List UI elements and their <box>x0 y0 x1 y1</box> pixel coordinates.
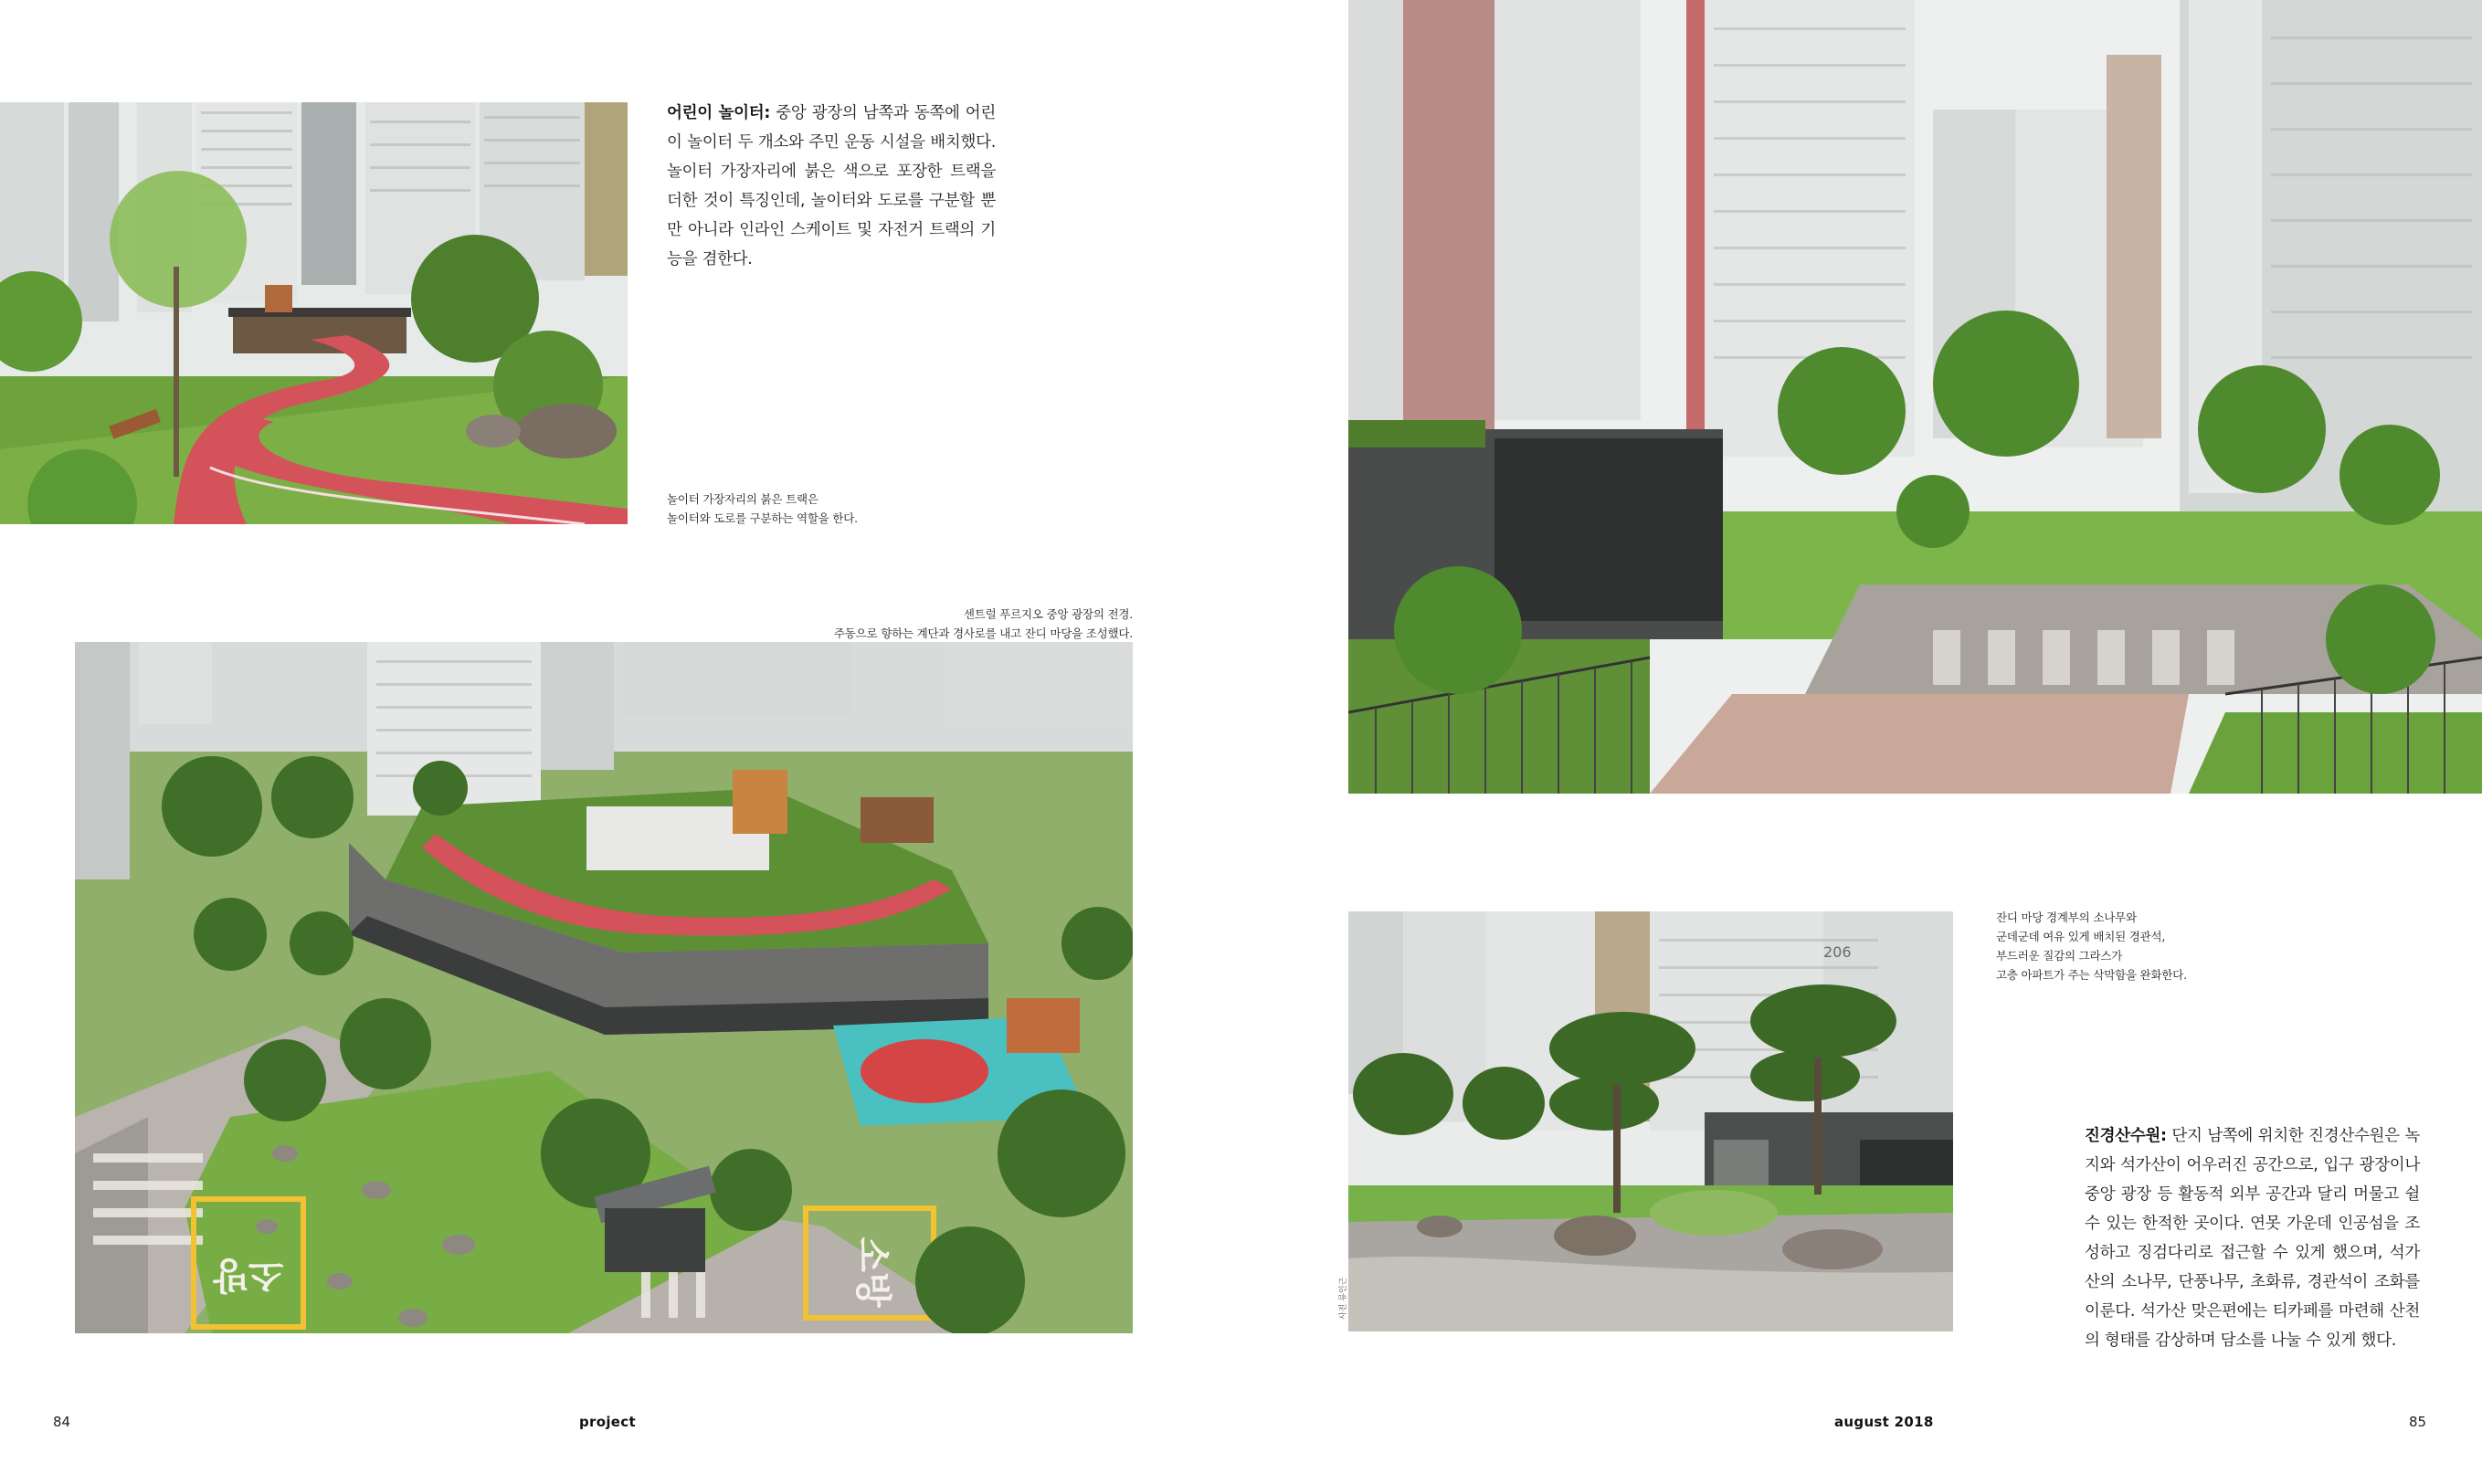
playground-heading: 어린이 놀이터: <box>667 104 771 122</box>
photo-aerial-central-plaza <box>75 642 1133 1333</box>
running-title-right: august 2018 <box>1834 1414 1934 1430</box>
aerial-marking-left: 소방 <box>213 1254 284 1296</box>
garden-description <box>2085 1121 2420 1355</box>
caption-line: 군데군데 여유 있게 배치된 경관석, <box>1996 930 2166 943</box>
photo-pine-garden <box>1348 911 1953 1331</box>
photo-plaza-towers <box>1348 0 2482 794</box>
page-number-right: 85 <box>2409 1414 2427 1430</box>
caption-aerial-plaza <box>639 605 1133 643</box>
caption-line: 놀이터와 도로를 구분하는 역할을 한다. <box>667 511 858 525</box>
photo-credit: 사진 류인근 <box>1339 1277 1348 1320</box>
garden-heading: 진경산수원: <box>2085 1127 2167 1145</box>
caption-line: 고층 아파트가 주는 삭막함을 완화한다. <box>1996 968 2187 982</box>
running-title-left: project <box>579 1414 636 1430</box>
caption-line: 놀이터 가장자리의 붉은 트랙은 <box>667 492 819 506</box>
caption-line: 잔디 마당 경계부의 소나무와 <box>1996 910 2137 924</box>
page-number-left: 84 <box>53 1414 71 1430</box>
caption-line: 주동으로 향하는 계단과 경사로를 내고 잔디 마당을 조성했다. <box>833 626 1133 640</box>
photo-playground-track <box>0 102 628 524</box>
playground-description <box>667 99 996 274</box>
caption-line: 센트럴 푸르지오 중앙 광장의 전경. <box>963 607 1133 621</box>
garden-body: 단지 남쪽에 위치한 진경산수원은 녹지와 석가산이 어우러진 공간으로, 입구 광장이나 중앙 광장 등 활동적 외부 공간과 달리 머물고 쉴 수 있는 한적한 곳이다. 연못 가운데 인공섬을 조성하고 징검다리로 접근할 수 있게 했으며, 석가산의 소나무, 단풍나무, 초화류, 경관석이 조화를 이룬다. 석가산 맞은편에는 티카페를 마련해 산천의 형태를 감상하며 담소를 나눌 수 있게 했다. <box>2085 1127 2420 1350</box>
caption-pine-garden <box>1996 908 2325 984</box>
aerial-marking-right: 소방 <box>851 1237 893 1308</box>
playground-body: 중앙 광장의 남쪽과 동쪽에 어린이 놀이터 두 개소와 주민 운동 시설을 배치했다. 놀이터 가장자리에 붉은 색으로 포장한 트랙을 더한 것이 특징인데, 놀이터와 도로를 구분할 뿐만 아니라 인라인 스케이트 및 자전거 트랙의 기능을 겸한다. <box>667 104 996 268</box>
building-number: 206 <box>1823 943 1852 961</box>
caption-line: 부드러운 질감의 그라스가 <box>1996 949 2123 963</box>
caption-playground-track <box>667 489 996 528</box>
